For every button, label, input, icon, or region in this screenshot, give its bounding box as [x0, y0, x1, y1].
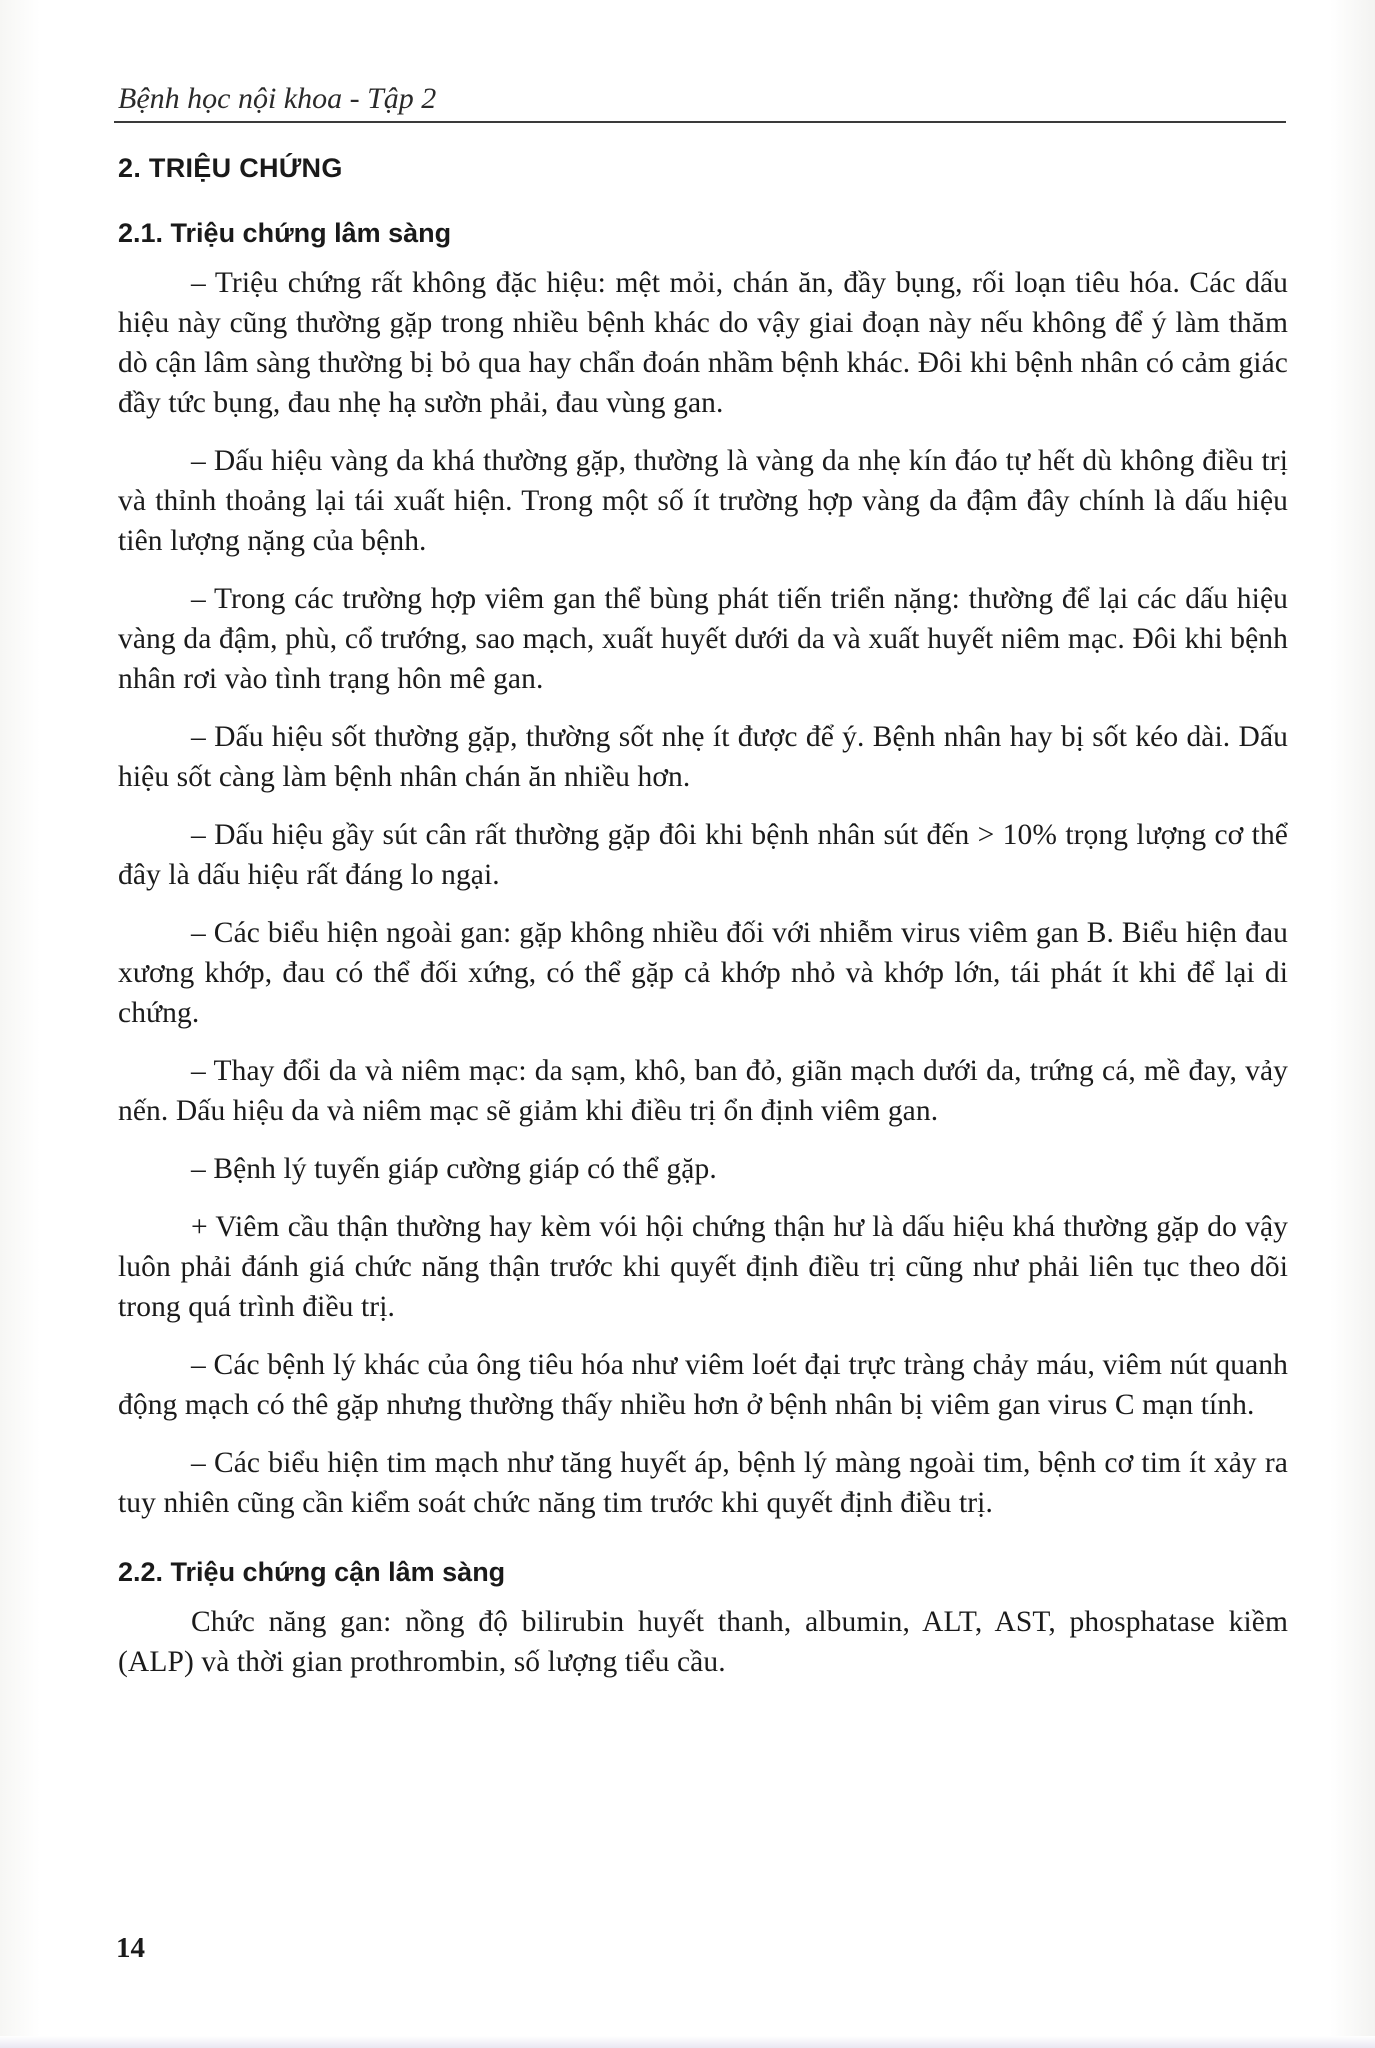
running-header: Bệnh học nội khoa - Tập 2 — [118, 82, 437, 115]
paragraph-glomerulonephritis: + Viêm cầu thận thường hay kèm vói hội chứng thận hư là dấu hiệu khá thường gặp do vậy luôn phải đánh giá chức năng thận trước khi quyết định điều trị cũng như phải liên tục theo dõi trong quá trình điều trị. — [118, 1211, 1288, 1323]
paragraph-extrahepatic: – Các biểu hiện ngoài gan: gặp không nhiều đối với nhiễm virus viêm gan B. Biểu hiện đau xương khớp, đau có thể đối xứng, có thể gặp cả khớp nhỏ và khớp lớn, tái phát ít khi để lại di chứng. — [118, 917, 1288, 1029]
paragraph-jaundice: – Dấu hiệu vàng da khá thường gặp, thường là vàng da nhẹ kín đáo tự hết dù không điều trị và thỉnh thoảng lại tái xuất hiện. Trong một số ít trường hợp vàng da đậm đây chính là dấu hiệu tiên lượng nặng của bệnh. — [118, 445, 1288, 557]
paragraph-digestive: – Các bệnh lý khác của ông tiêu hóa như viêm loét đại trực tràng chảy máu, viêm nút quanh động mạch có thê gặp nhưng thường thấy nhiều hơn ở bệnh nhân bị viêm gan virus C mạn tính. — [118, 1349, 1288, 1421]
paragraph-skin-mucosa: – Thay đổi da và niêm mạc: da sạm, khô, ban đỏ, giãn mạch dưới da, trứng cá, mề đay, vảy nến. Dấu hiệu da và niêm mạc sẽ giảm khi điều trị ổn định viêm gan. — [118, 1055, 1288, 1127]
paragraph-nonspecific-symptoms: – Triệu chứng rất không đặc hiệu: mệt mỏi, chán ăn, đầy bụng, rối loạn tiêu hóa. Các dấu hiệu này cũng thường gặp trong nhiều bệnh khác do vậy giai đoạn này nếu không để ý làm thăm dò cận lâm sàng thường bị bỏ qua hay chẩn đoán nhầm bệnh khác. Đôi khi bệnh nhân có cảm giác đầy tức bụng, đau nhẹ hạ sườn phải, đau vùng gan. — [118, 267, 1288, 419]
paragraph-cardiovascular: – Các biểu hiện tim mạch như tăng huyết áp, bệnh lý màng ngoài tim, bệnh cơ tim ít xảy ra tuy nhiên cũng cần kiểm soát chức năng tim trước khi quyết định điều trị. — [118, 1447, 1288, 1519]
paragraph-fever: – Dấu hiệu sốt thường gặp, thường sốt nhẹ ít được để ý. Bệnh nhân hay bị sốt kéo dài. Dấu hiệu sốt càng làm bệnh nhân chán ăn nhiều hơn. — [118, 721, 1288, 793]
subsection-title-clinical: 2.1. Triệu chứng lâm sàng — [118, 218, 452, 248]
page-bottom-edge — [0, 2036, 1375, 2048]
page-content — [118, 145, 1288, 1700]
paragraph-thyroid: – Bệnh lý tuyến giáp cường giáp có thể gặp. — [191, 1153, 717, 1185]
paragraph-fulminant-hepatitis: – Trong các trường hợp viêm gan thể bùng phát tiến triển nặng: thường để lại các dấu hiệu vàng da đậm, phù, cổ trướng, sao mạch, xuất huyết dưới da và xuất huyết niêm mạc. Đôi khi bệnh nhân rơi vào tình trạng hôn mê gan. — [118, 583, 1288, 695]
page-number: 14 — [116, 1932, 145, 1964]
paragraph-weight-loss: – Dấu hiệu gầy sút cân rất thường gặp đôi khi bệnh nhân sút đến > 10% trọng lượng cơ thể đây là dấu hiệu rất đáng lo ngại. — [118, 819, 1288, 891]
section-title: 2. TRIỆU CHỨNG — [118, 153, 343, 183]
paragraph-liver-function: Chức năng gan: nồng độ bilirubin huyết thanh, albumin, ALT, AST, phosphatase kiềm (ALP) và thời gian prothrombin, số lượng tiểu cầu. — [118, 1606, 1288, 1678]
header-rule — [114, 121, 1286, 123]
subsection-title-paraclinical: 2.2. Triệu chứng cận lâm sàng — [118, 1557, 506, 1587]
